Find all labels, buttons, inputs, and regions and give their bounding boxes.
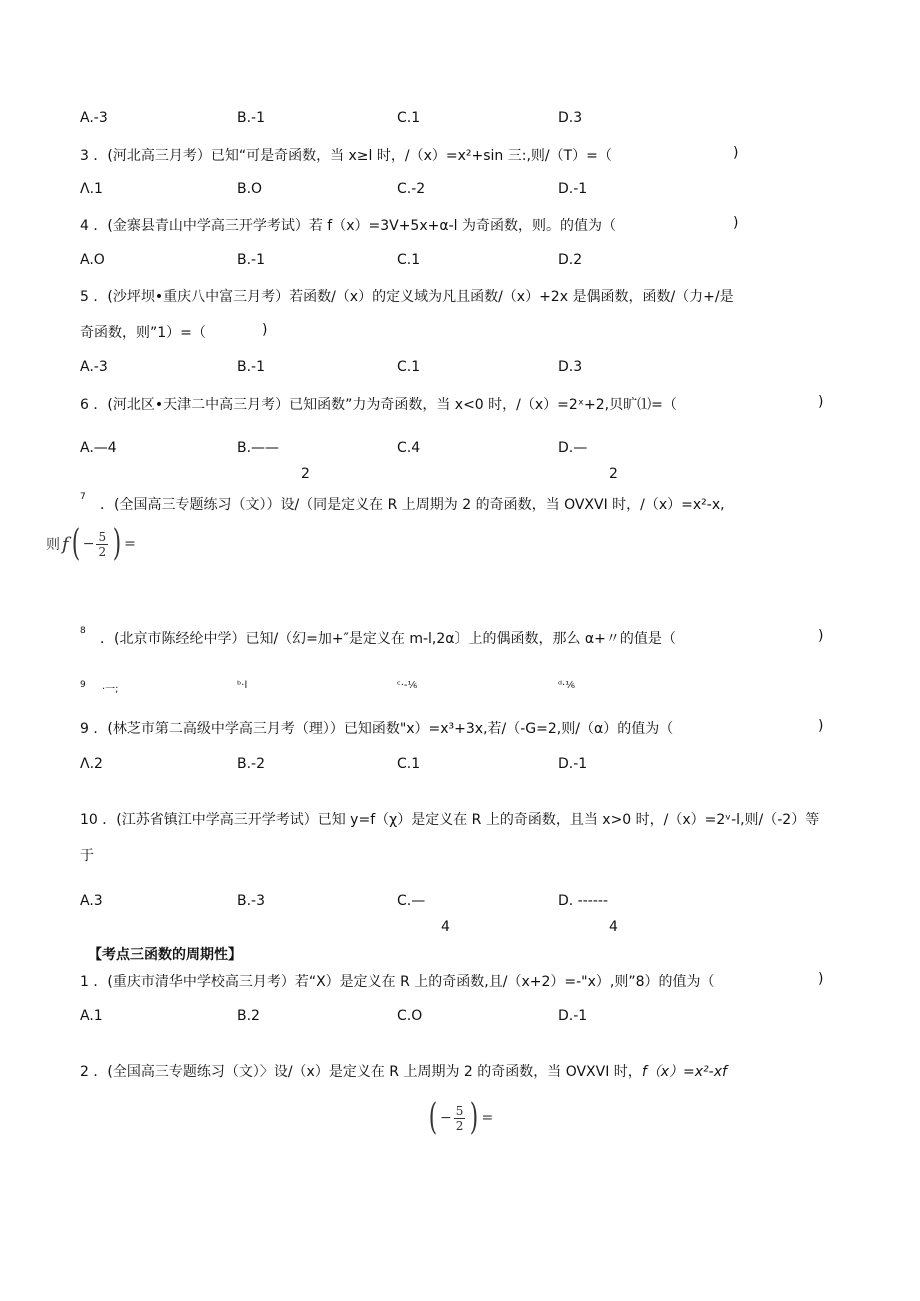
option-b: B.-3 [237,893,266,909]
question-10-options [80,893,780,933]
section-3-question-2-formula [426,1098,493,1138]
question-6-close-paren: ) [818,394,824,410]
question-4: 4 ．(金寨县青山中学高三开学考试）若 f（x）=3V+5x+α-l 为奇函数，则。的值为（ [80,218,616,234]
option-d: D.2 [558,252,583,268]
section-3-question-1-close-paren: ) [818,971,824,987]
question-5-options [80,359,780,379]
fraction [454,1104,466,1133]
option-d: ᵈ·⅙ [558,680,575,691]
fraction-numerator: 5 [455,1103,464,1118]
option-b: B.—— [237,440,280,456]
option-number: 9 [80,680,86,690]
option-c: C.1 [397,110,421,126]
option-b: B.2 [237,1008,260,1024]
question-4-options [80,252,780,272]
question-10-line-2: 于 [80,848,94,864]
option-d: D.3 [558,359,583,375]
question-8-close-paren: ) [818,628,824,644]
left-paren-icon: ( [71,523,80,564]
question-5-line-1: 5 ．(沙坪坝•重庆八中富三月考）若函数/（x）的定义域为凡且函数/（x）+2x 是偶函数，函数/（力+/是 [80,289,734,305]
question-5-close-paren: ) [262,322,268,338]
option-a: A.O [80,252,105,268]
question-7-number: 7 [80,492,86,502]
question-3-options [80,181,780,201]
option-d: D.3 [558,110,583,126]
option-d: D.— [558,440,588,456]
question-3-close-paren: ) [733,145,739,161]
option-c: ᶜ·-⅙ [397,680,418,691]
option-d: D.-1 [558,756,588,772]
option-d: D. ------ [558,893,608,909]
formula-equals: = [481,1110,494,1126]
question-6-options [80,440,780,480]
section-3-question-2-text: 2 ．(全国高三专题练习（文）〉设/（x）是定义在 R 上周期为 2 的奇函数，当 OVXVI 时， [80,1064,642,1080]
formula-then: 则 [46,537,60,553]
section-3-question-2 [80,1061,727,1081]
right-paren-icon: ) [112,523,122,564]
option-d: D.-1 [558,1008,588,1024]
option-a: A.-3 [80,359,108,375]
option-c: C.1 [397,359,421,375]
question-9: 9 ．(林芝市第二高级中学高三月考（理））已知函数"x）=x³+3x,若/（-G=2,则/（α）的值为（ [80,721,674,737]
option-a: Λ.2 [80,756,103,772]
section-3-heading: 【考点三函数的周期性】 [88,947,242,963]
question-7-formula [46,524,136,564]
option-a: Λ.1 [80,181,103,197]
section-3-question-1: 1 ．(重庆市清华中学校高三月考）若“X）是定义在 R 上的奇函数,且/（x+2）=-"x）,则”8）的值为（ [80,974,715,990]
formula-equals: = [124,536,136,552]
option-c: C.-2 [397,181,426,197]
option-a: A.—4 [80,440,117,456]
option-a: ·一; [102,684,119,695]
question-3: 3 ．(河北高三月考）已知“可是奇函数，当 x≥l 时，/（x）=x²+sin 三:,则/（T）=（ [80,148,612,164]
option-d-denominator: 2 [609,466,618,482]
option-b: B.-2 [237,756,266,772]
question-5-line-2: 奇函数，则”1）=（ [80,325,206,341]
option-b: B.-1 [237,359,266,375]
fraction-denominator: 2 [98,544,107,559]
question-8-number: 8 [80,626,86,636]
option-d-denominator: 4 [609,919,618,935]
option-c: C.1 [397,252,421,268]
fraction-denominator: 2 [455,1118,464,1133]
fraction-numerator: 5 [98,529,107,544]
option-b: B.-1 [237,252,266,268]
option-b: B.-1 [237,110,266,126]
section-3-question-1-options [80,1008,780,1028]
option-b: B.O [237,181,263,197]
option-c: C.1 [397,756,421,772]
option-a: A.1 [80,1008,103,1024]
formula-neg: − [82,536,95,552]
question-8-options [80,680,780,700]
question-9-close-paren: ) [818,718,824,734]
formula-neg: − [440,1110,452,1126]
question-4-close-paren: ) [733,215,739,231]
question-10-line-1: 10 ．(江苏省镇江中学高三开学考试）已知 y=f（χ）是定义在 R 上的奇函数，且当 x>0 时，/（x）=2ᵛ-l,则/（-2）等 [80,812,820,828]
right-paren-icon: ) [470,1097,479,1138]
option-a: A.3 [80,893,103,909]
question-7: ．(全国高三专题练习（文））设/（同是定义在 R 上周期为 2 的奇函数，当 OVXVI 时，/（x）=x²-x, [100,497,725,513]
option-c: C.— [397,893,426,909]
left-paren-icon: ( [428,1097,438,1138]
section-3-question-2-tail: f（x）=x²-xf [641,1064,727,1080]
option-c: C.O [397,1008,423,1024]
option-c-denominator: 4 [441,919,450,935]
option-b: ᵇ·l [237,680,248,691]
formula-f: f [62,533,69,555]
option-b-denominator: 2 [301,466,310,482]
option-d: D.-1 [558,181,588,197]
previous-question-options [80,110,780,130]
question-8: ．(北京市陈经纶中学）已知/（幻=加+″是定义在 m-l,2α〕上的偶函数，那么 α+〃的值是（ [100,631,676,647]
fraction [96,530,108,559]
question-6: 6 ．(河北区•天津二中高三月考）已知函数”力为奇函数，当 x<0 时，/（x）=2ˣ+2,贝旷⑴=（ [80,397,677,413]
option-a: A.-3 [80,110,108,126]
option-c: C.4 [397,440,421,456]
question-9-options [80,756,780,776]
